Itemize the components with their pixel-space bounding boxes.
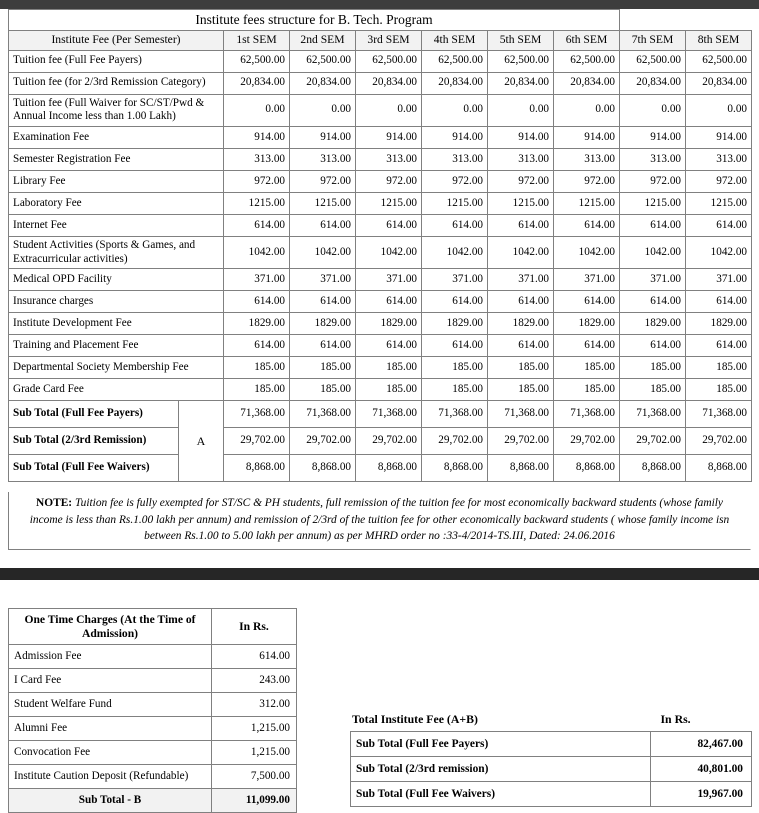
one-time-charge-label: Convocation Fee <box>9 741 212 765</box>
note-section <box>8 492 751 550</box>
table-row <box>9 94 752 126</box>
table-row <box>9 170 752 192</box>
table-row <box>9 357 752 379</box>
fee-amount-sem-2: 1042.00 <box>290 236 356 268</box>
table-row <box>9 335 752 357</box>
fee-amount-sem-1: 313.00 <box>224 148 290 170</box>
fee-amount-sem-1: 1042.00 <box>224 236 290 268</box>
subtotal-amount-sem-7: 71,368.00 <box>620 401 686 428</box>
note-body: Tuition fee is fully exempted for ST/SC & PH students, full remission of the tuition fee for most economically backward students (whose family income is less than Rs.1.00 lakh per annum) and remission of 2/3rd of the tuition fee for other economically backward students ( whose family income isn between Rs.1.00 to 5.00 lakh per annum) as per MHRD order no :33-4/2014-TS.III, Dated: 24.06.2016 <box>29 497 730 543</box>
fee-amount-sem-4: 1215.00 <box>422 192 488 214</box>
one-time-charges-header-label: One Time Charges (At the Time of Admission) <box>9 609 212 645</box>
fee-amount-sem-6: 614.00 <box>554 214 620 236</box>
subtotal-amount-sem-4: 8,868.00 <box>422 455 488 482</box>
one-time-charge-label: Alumni Fee <box>9 717 212 741</box>
fee-amount-sem-4: 614.00 <box>422 291 488 313</box>
fee-amount-sem-2: 614.00 <box>290 335 356 357</box>
fee-amount-sem-6: 185.00 <box>554 379 620 401</box>
one-time-charge-amount: 1,215.00 <box>212 741 297 765</box>
fee-amount-sem-5: 1215.00 <box>488 192 554 214</box>
table-row <box>351 757 752 782</box>
fee-amount-sem-8: 62,500.00 <box>686 50 752 72</box>
total-institute-fee-title: Total Institute Fee (A+B) <box>352 712 478 726</box>
column-header-fee-item: Institute Fee (Per Semester) <box>9 31 224 50</box>
one-time-charges-header-row <box>9 609 297 645</box>
fee-amount-sem-7: 185.00 <box>620 379 686 401</box>
total-institute-fee-header <box>350 712 751 731</box>
table-row <box>9 148 752 170</box>
subtotal-amount-sem-6: 29,702.00 <box>554 428 620 455</box>
fee-amount-sem-7: 972.00 <box>620 170 686 192</box>
one-time-charges-total-label: Sub Total - B <box>9 789 212 813</box>
fee-amount-sem-5: 1042.00 <box>488 236 554 268</box>
one-time-charge-label: Institute Caution Deposit (Refundable) <box>9 765 212 789</box>
fee-amount-sem-7: 1042.00 <box>620 236 686 268</box>
fee-amount-sem-4: 371.00 <box>422 269 488 291</box>
fee-amount-sem-3: 614.00 <box>356 214 422 236</box>
fee-item-label: Semester Registration Fee <box>9 148 224 170</box>
subtotal-amount-sem-2: 71,368.00 <box>290 401 356 428</box>
fee-amount-sem-6: 0.00 <box>554 94 620 126</box>
fee-amount-sem-6: 1042.00 <box>554 236 620 268</box>
list-item <box>9 669 297 693</box>
fee-amount-sem-7: 1215.00 <box>620 192 686 214</box>
fee-amount-sem-7: 20,834.00 <box>620 72 686 94</box>
fee-amount-sem-8: 185.00 <box>686 379 752 401</box>
total-fee-label: Sub Total (Full Fee Waivers) <box>351 782 651 807</box>
fee-amount-sem-3: 914.00 <box>356 126 422 148</box>
fee-amount-sem-4: 914.00 <box>422 126 488 148</box>
subtotal-amount-sem-5: 8,868.00 <box>488 455 554 482</box>
total-institute-fee-wrapper <box>350 712 751 807</box>
subtotal-amount-sem-7: 8,868.00 <box>620 455 686 482</box>
fee-amount-sem-1: 20,834.00 <box>224 72 290 94</box>
fee-amount-sem-3: 185.00 <box>356 357 422 379</box>
fee-amount-sem-3: 0.00 <box>356 94 422 126</box>
fee-item-label: Insurance charges <box>9 291 224 313</box>
fee-amount-sem-2: 614.00 <box>290 291 356 313</box>
table-row <box>9 50 752 72</box>
fee-amount-sem-2: 371.00 <box>290 269 356 291</box>
fee-amount-sem-4: 185.00 <box>422 379 488 401</box>
fee-item-label: Student Activities (Sports & Games, and Extracurricular activities) <box>9 236 224 268</box>
fee-amount-sem-1: 1829.00 <box>224 313 290 335</box>
fee-amount-sem-4: 185.00 <box>422 357 488 379</box>
total-fee-label: Sub Total (Full Fee Payers) <box>351 732 651 757</box>
top-dark-band <box>0 0 759 9</box>
fee-amount-sem-8: 313.00 <box>686 148 752 170</box>
fee-amount-sem-1: 614.00 <box>224 291 290 313</box>
fee-amount-sem-6: 185.00 <box>554 357 620 379</box>
subtotal-amount-sem-6: 71,368.00 <box>554 401 620 428</box>
fee-amount-sem-4: 1042.00 <box>422 236 488 268</box>
fee-amount-sem-3: 1829.00 <box>356 313 422 335</box>
column-header-sem-3: 3rd SEM <box>356 31 422 50</box>
subtotal-amount-sem-2: 29,702.00 <box>290 428 356 455</box>
subtotal-amount-sem-4: 29,702.00 <box>422 428 488 455</box>
fee-amount-sem-6: 972.00 <box>554 170 620 192</box>
fee-amount-sem-7: 371.00 <box>620 269 686 291</box>
page-title: Institute fees structure for B. Tech. Program <box>9 10 620 31</box>
fee-amount-sem-5: 614.00 <box>488 214 554 236</box>
fee-amount-sem-1: 972.00 <box>224 170 290 192</box>
one-time-charges-total-amount: 11,099.00 <box>212 789 297 813</box>
table-row <box>9 269 752 291</box>
fee-item-label: Institute Development Fee <box>9 313 224 335</box>
fee-amount-sem-7: 614.00 <box>620 291 686 313</box>
fee-item-label: Tuition fee (Full Fee Payers) <box>9 50 224 72</box>
fee-amount-sem-5: 371.00 <box>488 269 554 291</box>
subtotal-label: Sub Total (Full Fee Waivers) <box>9 455 179 482</box>
fee-amount-sem-6: 371.00 <box>554 269 620 291</box>
fee-amount-sem-4: 20,834.00 <box>422 72 488 94</box>
fee-amount-sem-4: 972.00 <box>422 170 488 192</box>
fee-amount-sem-5: 972.00 <box>488 170 554 192</box>
subtotal-row <box>9 428 752 455</box>
one-time-charges-total-row <box>9 789 297 813</box>
fee-amount-sem-5: 20,834.00 <box>488 72 554 94</box>
total-fee-label: Sub Total (2/3rd remission) <box>351 757 651 782</box>
fee-amount-sem-1: 0.00 <box>224 94 290 126</box>
fee-amount-sem-7: 0.00 <box>620 94 686 126</box>
subtotal-row <box>9 401 752 428</box>
fee-amount-sem-8: 371.00 <box>686 269 752 291</box>
fee-amount-sem-8: 614.00 <box>686 291 752 313</box>
subtotal-amount-sem-1: 29,702.00 <box>224 428 290 455</box>
fee-amount-sem-2: 0.00 <box>290 94 356 126</box>
fee-amount-sem-1: 62,500.00 <box>224 50 290 72</box>
subtotal-row <box>9 455 752 482</box>
fee-amount-sem-3: 1042.00 <box>356 236 422 268</box>
fee-amount-sem-3: 614.00 <box>356 335 422 357</box>
fee-amount-sem-2: 313.00 <box>290 148 356 170</box>
fee-item-label: Examination Fee <box>9 126 224 148</box>
fee-amount-sem-2: 185.00 <box>290 357 356 379</box>
total-institute-fee-table <box>350 731 752 807</box>
fee-amount-sem-3: 185.00 <box>356 379 422 401</box>
fee-amount-sem-1: 371.00 <box>224 269 290 291</box>
fee-amount-sem-8: 20,834.00 <box>686 72 752 94</box>
fee-amount-sem-1: 914.00 <box>224 126 290 148</box>
fee-amount-sem-3: 313.00 <box>356 148 422 170</box>
fee-amount-sem-4: 1829.00 <box>422 313 488 335</box>
fee-amount-sem-4: 62,500.00 <box>422 50 488 72</box>
note-prefix: NOTE: <box>36 497 73 509</box>
list-item <box>9 741 297 765</box>
fee-amount-sem-5: 1829.00 <box>488 313 554 335</box>
fee-amount-sem-3: 972.00 <box>356 170 422 192</box>
fee-amount-sem-5: 185.00 <box>488 379 554 401</box>
table-row <box>9 126 752 148</box>
fee-amount-sem-8: 614.00 <box>686 214 752 236</box>
fee-amount-sem-6: 614.00 <box>554 291 620 313</box>
one-time-charge-amount: 614.00 <box>212 645 297 669</box>
total-fee-amount: 40,801.00 <box>651 757 752 782</box>
fee-amount-sem-2: 20,834.00 <box>290 72 356 94</box>
fee-amount-sem-6: 62,500.00 <box>554 50 620 72</box>
fee-amount-sem-2: 1829.00 <box>290 313 356 335</box>
semester-fee-table <box>8 9 752 482</box>
subtotal-amount-sem-3: 8,868.00 <box>356 455 422 482</box>
fee-amount-sem-2: 614.00 <box>290 214 356 236</box>
fee-amount-sem-4: 614.00 <box>422 335 488 357</box>
fee-amount-sem-5: 614.00 <box>488 291 554 313</box>
column-header-sem-5: 5th SEM <box>488 31 554 50</box>
fee-amount-sem-5: 62,500.00 <box>488 50 554 72</box>
fee-amount-sem-4: 614.00 <box>422 214 488 236</box>
list-item <box>9 765 297 789</box>
fee-amount-sem-7: 313.00 <box>620 148 686 170</box>
fee-amount-sem-7: 614.00 <box>620 335 686 357</box>
fee-amount-sem-1: 185.00 <box>224 357 290 379</box>
fee-amount-sem-1: 185.00 <box>224 379 290 401</box>
table-row <box>351 782 752 807</box>
fee-amount-sem-8: 0.00 <box>686 94 752 126</box>
fee-amount-sem-2: 62,500.00 <box>290 50 356 72</box>
table-row <box>9 72 752 94</box>
one-time-charge-amount: 243.00 <box>212 669 297 693</box>
fee-header-row <box>9 31 752 50</box>
table-row <box>9 192 752 214</box>
subtotal-amount-sem-7: 29,702.00 <box>620 428 686 455</box>
fee-title-row <box>9 10 752 31</box>
table-row <box>9 214 752 236</box>
list-item <box>9 693 297 717</box>
fee-amount-sem-8: 185.00 <box>686 357 752 379</box>
one-time-charge-label: Student Welfare Fund <box>9 693 212 717</box>
fee-amount-sem-8: 972.00 <box>686 170 752 192</box>
one-time-charge-label: I Card Fee <box>9 669 212 693</box>
total-institute-fee-amount-header: In Rs. <box>660 712 691 726</box>
fee-amount-sem-3: 1215.00 <box>356 192 422 214</box>
fee-amount-sem-1: 614.00 <box>224 214 290 236</box>
fee-amount-sem-2: 972.00 <box>290 170 356 192</box>
list-item <box>9 717 297 741</box>
title-row-spacer <box>620 10 752 31</box>
subtotal-amount-sem-3: 71,368.00 <box>356 401 422 428</box>
subtotal-amount-sem-2: 8,868.00 <box>290 455 356 482</box>
fee-amount-sem-3: 614.00 <box>356 291 422 313</box>
fee-item-label: Tuition fee (Full Waiver for SC/ST/Pwd & Annual Income less than 1.00 Lakh) <box>9 94 224 126</box>
table-row <box>9 291 752 313</box>
fee-amount-sem-6: 313.00 <box>554 148 620 170</box>
fee-item-label: Tuition fee (for 2/3rd Remission Category) <box>9 72 224 94</box>
fee-amount-sem-6: 1829.00 <box>554 313 620 335</box>
fee-amount-sem-7: 1829.00 <box>620 313 686 335</box>
fee-amount-sem-8: 1829.00 <box>686 313 752 335</box>
subtotal-amount-sem-5: 29,702.00 <box>488 428 554 455</box>
semester-fee-table-wrapper <box>8 9 751 482</box>
fee-amount-sem-4: 0.00 <box>422 94 488 126</box>
one-time-charge-amount: 1,215.00 <box>212 717 297 741</box>
fee-item-label: Training and Placement Fee <box>9 335 224 357</box>
fee-item-label: Grade Card Fee <box>9 379 224 401</box>
one-time-charges-table <box>8 608 297 813</box>
fee-amount-sem-4: 313.00 <box>422 148 488 170</box>
fee-amount-sem-3: 62,500.00 <box>356 50 422 72</box>
one-time-charge-label: Admission Fee <box>9 645 212 669</box>
fee-amount-sem-5: 0.00 <box>488 94 554 126</box>
group-marker-a: A <box>179 401 224 482</box>
fee-amount-sem-2: 1215.00 <box>290 192 356 214</box>
table-row <box>9 313 752 335</box>
fee-amount-sem-5: 313.00 <box>488 148 554 170</box>
fee-amount-sem-8: 914.00 <box>686 126 752 148</box>
fee-amount-sem-6: 20,834.00 <box>554 72 620 94</box>
total-fee-amount: 82,467.00 <box>651 732 752 757</box>
column-header-sem-1: 1st SEM <box>224 31 290 50</box>
fee-amount-sem-7: 62,500.00 <box>620 50 686 72</box>
fee-amount-sem-8: 1215.00 <box>686 192 752 214</box>
one-time-charge-amount: 312.00 <box>212 693 297 717</box>
fee-amount-sem-5: 614.00 <box>488 335 554 357</box>
one-time-charges-wrapper <box>8 608 296 813</box>
fee-amount-sem-6: 614.00 <box>554 335 620 357</box>
fee-amount-sem-1: 614.00 <box>224 335 290 357</box>
subtotal-label: Sub Total (Full Fee Payers) <box>9 401 179 428</box>
subtotal-amount-sem-8: 8,868.00 <box>686 455 752 482</box>
fee-amount-sem-2: 185.00 <box>290 379 356 401</box>
fee-amount-sem-2: 914.00 <box>290 126 356 148</box>
fee-amount-sem-3: 371.00 <box>356 269 422 291</box>
table-row <box>9 236 752 268</box>
fee-amount-sem-5: 185.00 <box>488 357 554 379</box>
subtotal-amount-sem-1: 8,868.00 <box>224 455 290 482</box>
column-header-sem-2: 2nd SEM <box>290 31 356 50</box>
subtotal-amount-sem-3: 29,702.00 <box>356 428 422 455</box>
column-header-sem-6: 6th SEM <box>554 31 620 50</box>
section-divider-band <box>0 568 759 580</box>
one-time-charge-amount: 7,500.00 <box>212 765 297 789</box>
fee-item-label: Library Fee <box>9 170 224 192</box>
list-item <box>9 645 297 669</box>
fee-item-label: Departmental Society Membership Fee <box>9 357 224 379</box>
subtotal-amount-sem-4: 71,368.00 <box>422 401 488 428</box>
fee-amount-sem-8: 614.00 <box>686 335 752 357</box>
note-text <box>9 492 750 549</box>
fee-amount-sem-1: 1215.00 <box>224 192 290 214</box>
subtotal-label: Sub Total (2/3rd Remission) <box>9 428 179 455</box>
one-time-charges-header-amount: In Rs. <box>212 609 297 645</box>
fee-amount-sem-6: 914.00 <box>554 126 620 148</box>
column-header-sem-4: 4th SEM <box>422 31 488 50</box>
column-header-sem-8: 8th SEM <box>686 31 752 50</box>
subtotal-amount-sem-8: 71,368.00 <box>686 401 752 428</box>
fee-amount-sem-7: 185.00 <box>620 357 686 379</box>
subtotal-amount-sem-5: 71,368.00 <box>488 401 554 428</box>
column-header-sem-7: 7th SEM <box>620 31 686 50</box>
subtotal-amount-sem-1: 71,368.00 <box>224 401 290 428</box>
fee-amount-sem-3: 20,834.00 <box>356 72 422 94</box>
table-row <box>351 732 752 757</box>
fee-item-label: Internet Fee <box>9 214 224 236</box>
table-row <box>9 379 752 401</box>
fee-amount-sem-8: 1042.00 <box>686 236 752 268</box>
subtotal-amount-sem-6: 8,868.00 <box>554 455 620 482</box>
total-fee-amount: 19,967.00 <box>651 782 752 807</box>
subtotal-amount-sem-8: 29,702.00 <box>686 428 752 455</box>
fee-item-label: Laboratory Fee <box>9 192 224 214</box>
fee-amount-sem-6: 1215.00 <box>554 192 620 214</box>
fee-amount-sem-7: 614.00 <box>620 214 686 236</box>
fee-amount-sem-5: 914.00 <box>488 126 554 148</box>
fee-item-label: Medical OPD Facility <box>9 269 224 291</box>
fee-amount-sem-7: 914.00 <box>620 126 686 148</box>
